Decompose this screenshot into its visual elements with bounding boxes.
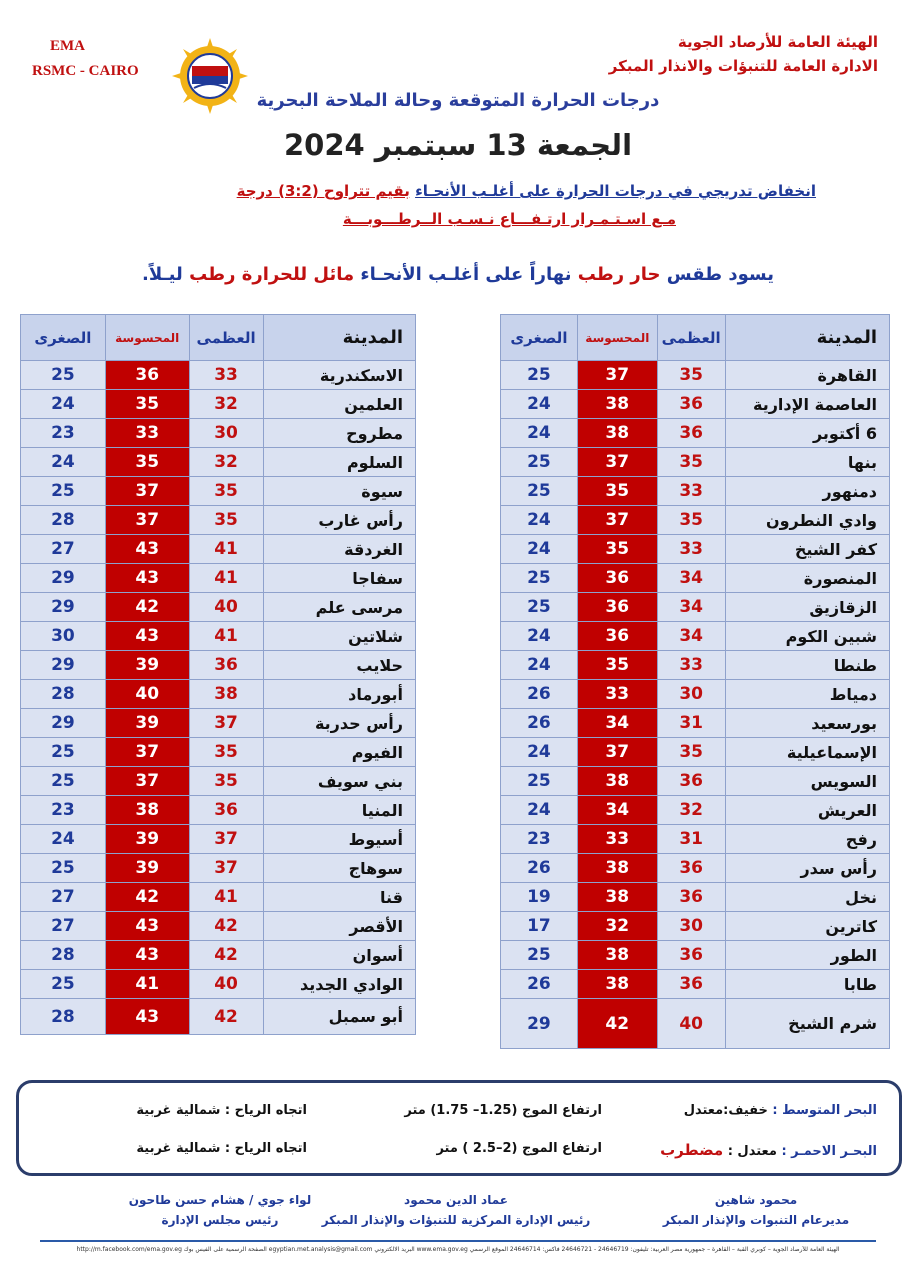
table-row (501, 767, 890, 796)
feels-cell: 35 (105, 390, 189, 419)
city-cell: الإسماعيلية (725, 738, 889, 767)
feels-cell: 38 (105, 796, 189, 825)
table-row (501, 535, 890, 564)
table-row (21, 506, 416, 535)
table-row (21, 651, 416, 680)
city-cell: مرسى علم (263, 593, 416, 622)
feels-cell: 38 (577, 419, 657, 448)
max-cell: 36 (657, 883, 725, 912)
col-min: الصغرى (21, 315, 106, 361)
max-cell: 37 (189, 854, 263, 883)
summary-p4: مائل للحرارة رطب (189, 264, 355, 285)
table-row (501, 970, 890, 999)
min-cell: 25 (21, 970, 106, 999)
city-cell: كفر الشيخ (725, 535, 889, 564)
max-cell: 33 (657, 651, 725, 680)
min-cell: 24 (21, 390, 106, 419)
red-wind: اتجاه الرياح : شمالية غربية (136, 1141, 307, 1156)
feels-cell: 33 (577, 825, 657, 854)
max-cell: 36 (657, 767, 725, 796)
min-cell: 28 (21, 999, 106, 1035)
table-row (21, 796, 416, 825)
max-cell: 32 (189, 390, 263, 419)
feels-cell: 39 (105, 651, 189, 680)
ema-label (32, 34, 172, 84)
feels-cell: 43 (105, 535, 189, 564)
max-cell: 31 (657, 825, 725, 854)
min-cell: 25 (501, 564, 578, 593)
city-cell: دمنهور (725, 477, 889, 506)
col-max: العظمى (657, 315, 725, 361)
city-cell: المنصورة (725, 564, 889, 593)
min-cell: 28 (21, 506, 106, 535)
min-cell: 24 (501, 390, 578, 419)
min-cell: 30 (21, 622, 106, 651)
table-row (501, 825, 890, 854)
max-cell: 34 (657, 593, 725, 622)
max-cell: 31 (657, 709, 725, 738)
max-cell: 42 (189, 912, 263, 941)
table-header-row (21, 315, 416, 361)
organization-name (609, 30, 878, 78)
table-row (501, 390, 890, 419)
signature-title: مديرعام التنبوات والإنذار المبكر (662, 1213, 850, 1227)
city-cell: كاترين (725, 912, 889, 941)
min-cell: 29 (21, 651, 106, 680)
city-cell: رأس سدر (725, 854, 889, 883)
city-cell: سفاجا (263, 564, 416, 593)
max-cell: 37 (189, 709, 263, 738)
table-row (21, 448, 416, 477)
table-row (21, 419, 416, 448)
col-city: المدينة (725, 315, 889, 361)
city-cell: دمياط (725, 680, 889, 709)
feels-cell: 38 (577, 883, 657, 912)
table-row (501, 564, 890, 593)
min-cell: 23 (21, 796, 106, 825)
min-cell: 27 (21, 912, 106, 941)
city-cell: طابا (725, 970, 889, 999)
feels-cell: 32 (577, 912, 657, 941)
feels-cell: 43 (105, 941, 189, 970)
feels-cell: 41 (105, 970, 189, 999)
signature-2 (296, 1190, 616, 1230)
min-cell: 29 (501, 999, 578, 1049)
col-city: المدينة (263, 315, 416, 361)
min-cell: 24 (501, 796, 578, 825)
med-label: البحر المتوسط : (772, 1103, 877, 1118)
feels-cell: 34 (577, 709, 657, 738)
table-row (501, 883, 890, 912)
min-cell: 24 (501, 622, 578, 651)
city-cell: السلوم (263, 448, 416, 477)
table-row (501, 680, 890, 709)
city-cell: بنها (725, 448, 889, 477)
feels-cell: 37 (577, 738, 657, 767)
max-cell: 36 (657, 854, 725, 883)
city-cell: الوادي الجديد (263, 970, 416, 999)
city-cell: مطروح (263, 419, 416, 448)
table-row (21, 999, 416, 1035)
feels-cell: 38 (577, 767, 657, 796)
city-cell: الأقصر (263, 912, 416, 941)
col-feels: المحسوسة (105, 315, 189, 361)
table-row (501, 477, 890, 506)
footer-divider (40, 1240, 876, 1242)
max-cell: 36 (189, 796, 263, 825)
table-row (21, 680, 416, 709)
feels-cell: 43 (105, 999, 189, 1035)
rsmc-text: RSMC - CAIRO (32, 63, 139, 79)
min-cell: 29 (21, 709, 106, 738)
min-cell: 25 (21, 767, 106, 796)
city-cell: العريش (725, 796, 889, 825)
feels-cell: 35 (577, 535, 657, 564)
min-cell: 25 (21, 854, 106, 883)
feels-cell: 36 (105, 361, 189, 390)
min-cell: 25 (501, 361, 578, 390)
table-row (501, 361, 890, 390)
min-cell: 25 (501, 477, 578, 506)
min-cell: 19 (501, 883, 578, 912)
city-cell: الاسكندرية (263, 361, 416, 390)
max-cell: 33 (189, 361, 263, 390)
summary-p1: يسود طقس (666, 264, 774, 285)
min-cell: 24 (21, 448, 106, 477)
feels-cell: 35 (105, 448, 189, 477)
min-cell: 25 (501, 448, 578, 477)
table-row (501, 622, 890, 651)
min-cell: 25 (501, 941, 578, 970)
max-cell: 37 (189, 825, 263, 854)
headline-part-2: بقيم تتراوح (3:2) درجة (236, 182, 410, 200)
max-cell: 41 (189, 622, 263, 651)
red-state-value-2: مضطرب (660, 1141, 724, 1159)
max-cell: 35 (189, 477, 263, 506)
col-min: الصغرى (501, 315, 578, 361)
max-cell: 30 (189, 419, 263, 448)
signature-name: محمود شاهين (714, 1193, 798, 1207)
max-cell: 36 (657, 419, 725, 448)
table-row (21, 912, 416, 941)
feels-cell: 39 (105, 825, 189, 854)
signature-1 (636, 1190, 876, 1230)
city-cell: بورسعيد (725, 709, 889, 738)
table-row (21, 854, 416, 883)
feels-cell: 36 (577, 622, 657, 651)
city-cell: نخل (725, 883, 889, 912)
headline-line-2: مـع اسـتـمـرار ارتـفـــاع نـسـب الــرطـــوبـــة (342, 210, 676, 228)
sea-state-box (16, 1080, 902, 1176)
table-row (21, 593, 416, 622)
max-cell: 34 (657, 622, 725, 651)
right-city-table (500, 314, 890, 1049)
min-cell: 25 (21, 738, 106, 767)
table-row (21, 767, 416, 796)
city-cell: سيوة (263, 477, 416, 506)
feels-cell: 33 (105, 419, 189, 448)
feels-cell: 42 (577, 999, 657, 1049)
min-cell: 25 (21, 477, 106, 506)
feels-cell: 40 (105, 680, 189, 709)
city-cell: رأس غارب (263, 506, 416, 535)
red-wave: ارتفاع الموج (2–2.5 ) متر (436, 1141, 602, 1156)
table-row (501, 854, 890, 883)
max-cell: 41 (189, 883, 263, 912)
summary-p2: حار رطب (577, 264, 661, 285)
summary-p3: نهاراً على أغلـب الأنحـاء (360, 264, 572, 285)
med-wind: اتجاه الرياح : شمالية غربية (136, 1103, 307, 1118)
max-cell: 35 (189, 738, 263, 767)
city-cell: أبو سمبل (263, 999, 416, 1035)
table-row (21, 535, 416, 564)
max-cell: 40 (189, 593, 263, 622)
feels-cell: 43 (105, 564, 189, 593)
city-cell: القاهرة (725, 361, 889, 390)
feels-cell: 34 (577, 796, 657, 825)
city-cell: قنا (263, 883, 416, 912)
min-cell: 29 (21, 593, 106, 622)
feels-cell: 37 (577, 506, 657, 535)
city-cell: الفيوم (263, 738, 416, 767)
table-row (21, 738, 416, 767)
max-cell: 35 (657, 361, 725, 390)
table-row (501, 738, 890, 767)
weather-summary (0, 264, 916, 285)
min-cell: 17 (501, 912, 578, 941)
max-cell: 33 (657, 477, 725, 506)
org-line-1: الهيئة العامة للأرصاد الجوية (677, 33, 878, 51)
min-cell: 27 (21, 535, 106, 564)
feels-cell: 38 (577, 970, 657, 999)
sea-row-mediterranean (41, 1103, 877, 1127)
feels-cell: 38 (577, 390, 657, 419)
table-row (21, 390, 416, 419)
city-cell: حلايب (263, 651, 416, 680)
feels-cell: 42 (105, 883, 189, 912)
min-cell: 25 (501, 767, 578, 796)
table-row (21, 825, 416, 854)
max-cell: 42 (189, 999, 263, 1035)
max-cell: 36 (657, 970, 725, 999)
feels-cell: 37 (577, 448, 657, 477)
city-cell: رفح (725, 825, 889, 854)
feels-cell: 43 (105, 622, 189, 651)
max-cell: 42 (189, 941, 263, 970)
max-cell: 36 (657, 941, 725, 970)
max-cell: 34 (657, 564, 725, 593)
table-row (21, 970, 416, 999)
city-cell: الزقازيق (725, 593, 889, 622)
headline-line-1 (237, 182, 816, 200)
red-label: البحـر الاحمـر : (781, 1144, 877, 1159)
table-row (501, 448, 890, 477)
min-cell: 28 (21, 680, 106, 709)
max-cell: 30 (657, 912, 725, 941)
table-row (21, 564, 416, 593)
min-cell: 26 (501, 970, 578, 999)
min-cell: 25 (501, 593, 578, 622)
summary-p5: ليـلاً. (142, 264, 183, 285)
feels-cell: 37 (105, 767, 189, 796)
page-date: الجمعة 13 سبتمبر 2024 (283, 128, 633, 162)
red-state (660, 1141, 877, 1159)
signature-3 (100, 1190, 340, 1230)
feels-cell: 38 (577, 941, 657, 970)
table-row (21, 477, 416, 506)
city-cell: أسيوط (263, 825, 416, 854)
city-cell: شرم الشيخ (725, 999, 889, 1049)
feels-cell: 39 (105, 709, 189, 738)
max-cell: 35 (657, 506, 725, 535)
med-state-value: خفيف:معتدل (683, 1103, 768, 1118)
min-cell: 29 (21, 564, 106, 593)
table-row (501, 651, 890, 680)
feels-cell: 37 (105, 477, 189, 506)
feels-cell: 38 (577, 854, 657, 883)
table-row (501, 419, 890, 448)
min-cell: 23 (501, 825, 578, 854)
city-cell: 6 أكتوبر (725, 419, 889, 448)
min-cell: 24 (501, 419, 578, 448)
signature-title: رئيس الإدارة المركزية للتنبؤات والإنذار المبكر (321, 1213, 591, 1227)
city-cell: العلمين (263, 390, 416, 419)
table-row (501, 506, 890, 535)
max-cell: 30 (657, 680, 725, 709)
min-cell: 24 (21, 825, 106, 854)
ema-text: EMA (50, 38, 85, 54)
feels-cell: 36 (577, 564, 657, 593)
table-row (21, 622, 416, 651)
city-cell: سوهاج (263, 854, 416, 883)
signature-title: رئيس مجلس الإدارة (161, 1213, 279, 1227)
col-max: العظمى (189, 315, 263, 361)
city-cell: أبورماد (263, 680, 416, 709)
feels-cell: 39 (105, 854, 189, 883)
med-wave: ارتفاع الموج (1.25– 1.75) متر (404, 1103, 602, 1118)
signature-name: عماد الدين محمود (404, 1193, 508, 1207)
city-cell: شلاتين (263, 622, 416, 651)
city-cell: المنيا (263, 796, 416, 825)
min-cell: 25 (21, 361, 106, 390)
max-cell: 41 (189, 535, 263, 564)
table-row (501, 999, 890, 1049)
max-cell: 32 (189, 448, 263, 477)
feels-cell: 37 (105, 506, 189, 535)
col-feels: المحسوسة (577, 315, 657, 361)
min-cell: 23 (21, 419, 106, 448)
city-cell: العاصمة الإدارية (725, 390, 889, 419)
min-cell: 28 (21, 941, 106, 970)
min-cell: 24 (501, 651, 578, 680)
max-cell: 35 (189, 506, 263, 535)
min-cell: 24 (501, 535, 578, 564)
feels-cell: 37 (105, 738, 189, 767)
table-row (501, 912, 890, 941)
max-cell: 36 (657, 390, 725, 419)
feels-cell: 35 (577, 477, 657, 506)
city-cell: الطور (725, 941, 889, 970)
city-cell: السويس (725, 767, 889, 796)
max-cell: 40 (189, 970, 263, 999)
max-cell: 40 (657, 999, 725, 1049)
min-cell: 24 (501, 738, 578, 767)
feels-cell: 35 (577, 651, 657, 680)
max-cell: 35 (189, 767, 263, 796)
min-cell: 27 (21, 883, 106, 912)
med-state (684, 1103, 877, 1118)
table-row (21, 361, 416, 390)
city-cell: طنطا (725, 651, 889, 680)
table-row (501, 796, 890, 825)
max-cell: 41 (189, 564, 263, 593)
feels-cell: 36 (577, 593, 657, 622)
table-row (501, 593, 890, 622)
table-row (21, 709, 416, 738)
city-cell: رأس حدربة (263, 709, 416, 738)
min-cell: 26 (501, 854, 578, 883)
max-cell: 35 (657, 738, 725, 767)
sea-row-red-sea (41, 1141, 877, 1165)
table-row (21, 883, 416, 912)
feels-cell: 43 (105, 912, 189, 941)
signature-name: لواء جوي / هشام حسن طاحون (128, 1193, 312, 1207)
left-city-table (20, 314, 416, 1035)
feels-cell: 42 (105, 593, 189, 622)
max-cell: 33 (657, 535, 725, 564)
org-line-2: الادارة العامة للتنبؤات والانذار المبكر (608, 57, 878, 75)
page-subtitle: درجات الحرارة المتوقعة وحالة الملاحة البحرية (256, 90, 660, 111)
headline-part-1: انخفاض تدريجي في درجات الحرارة على أغلـب الأنحـاء (415, 182, 816, 200)
red-state-value: معتدل : (727, 1144, 777, 1159)
min-cell: 26 (501, 709, 578, 738)
feels-cell: 33 (577, 680, 657, 709)
city-cell: أسوان (263, 941, 416, 970)
city-cell: بني سويف (263, 767, 416, 796)
table-row (501, 709, 890, 738)
city-cell: وادي النطرون (725, 506, 889, 535)
footer-contact: الهيئة العامة للأرصاد الجوية – كوبري القبة – القاهرة – جمهورية مصر العربية: تليفون: 24646719 - 24646721 فاكس: 24646714 الموقع الرسمي www.ema.gov.eg البريد الالكتروني egyptian.met.analysis@gmail.com الصفحة الرسمية على الفيس بوك http://m.facebook.com/ema.gov.eg (76, 1246, 840, 1253)
max-cell: 32 (657, 796, 725, 825)
table-header-row (501, 315, 890, 361)
max-cell: 35 (657, 448, 725, 477)
city-cell: شبين الكوم (725, 622, 889, 651)
max-cell: 38 (189, 680, 263, 709)
table-row (21, 941, 416, 970)
table-row (501, 941, 890, 970)
city-cell: الغردقة (263, 535, 416, 564)
max-cell: 36 (189, 651, 263, 680)
feels-cell: 37 (577, 361, 657, 390)
min-cell: 26 (501, 680, 578, 709)
min-cell: 24 (501, 506, 578, 535)
